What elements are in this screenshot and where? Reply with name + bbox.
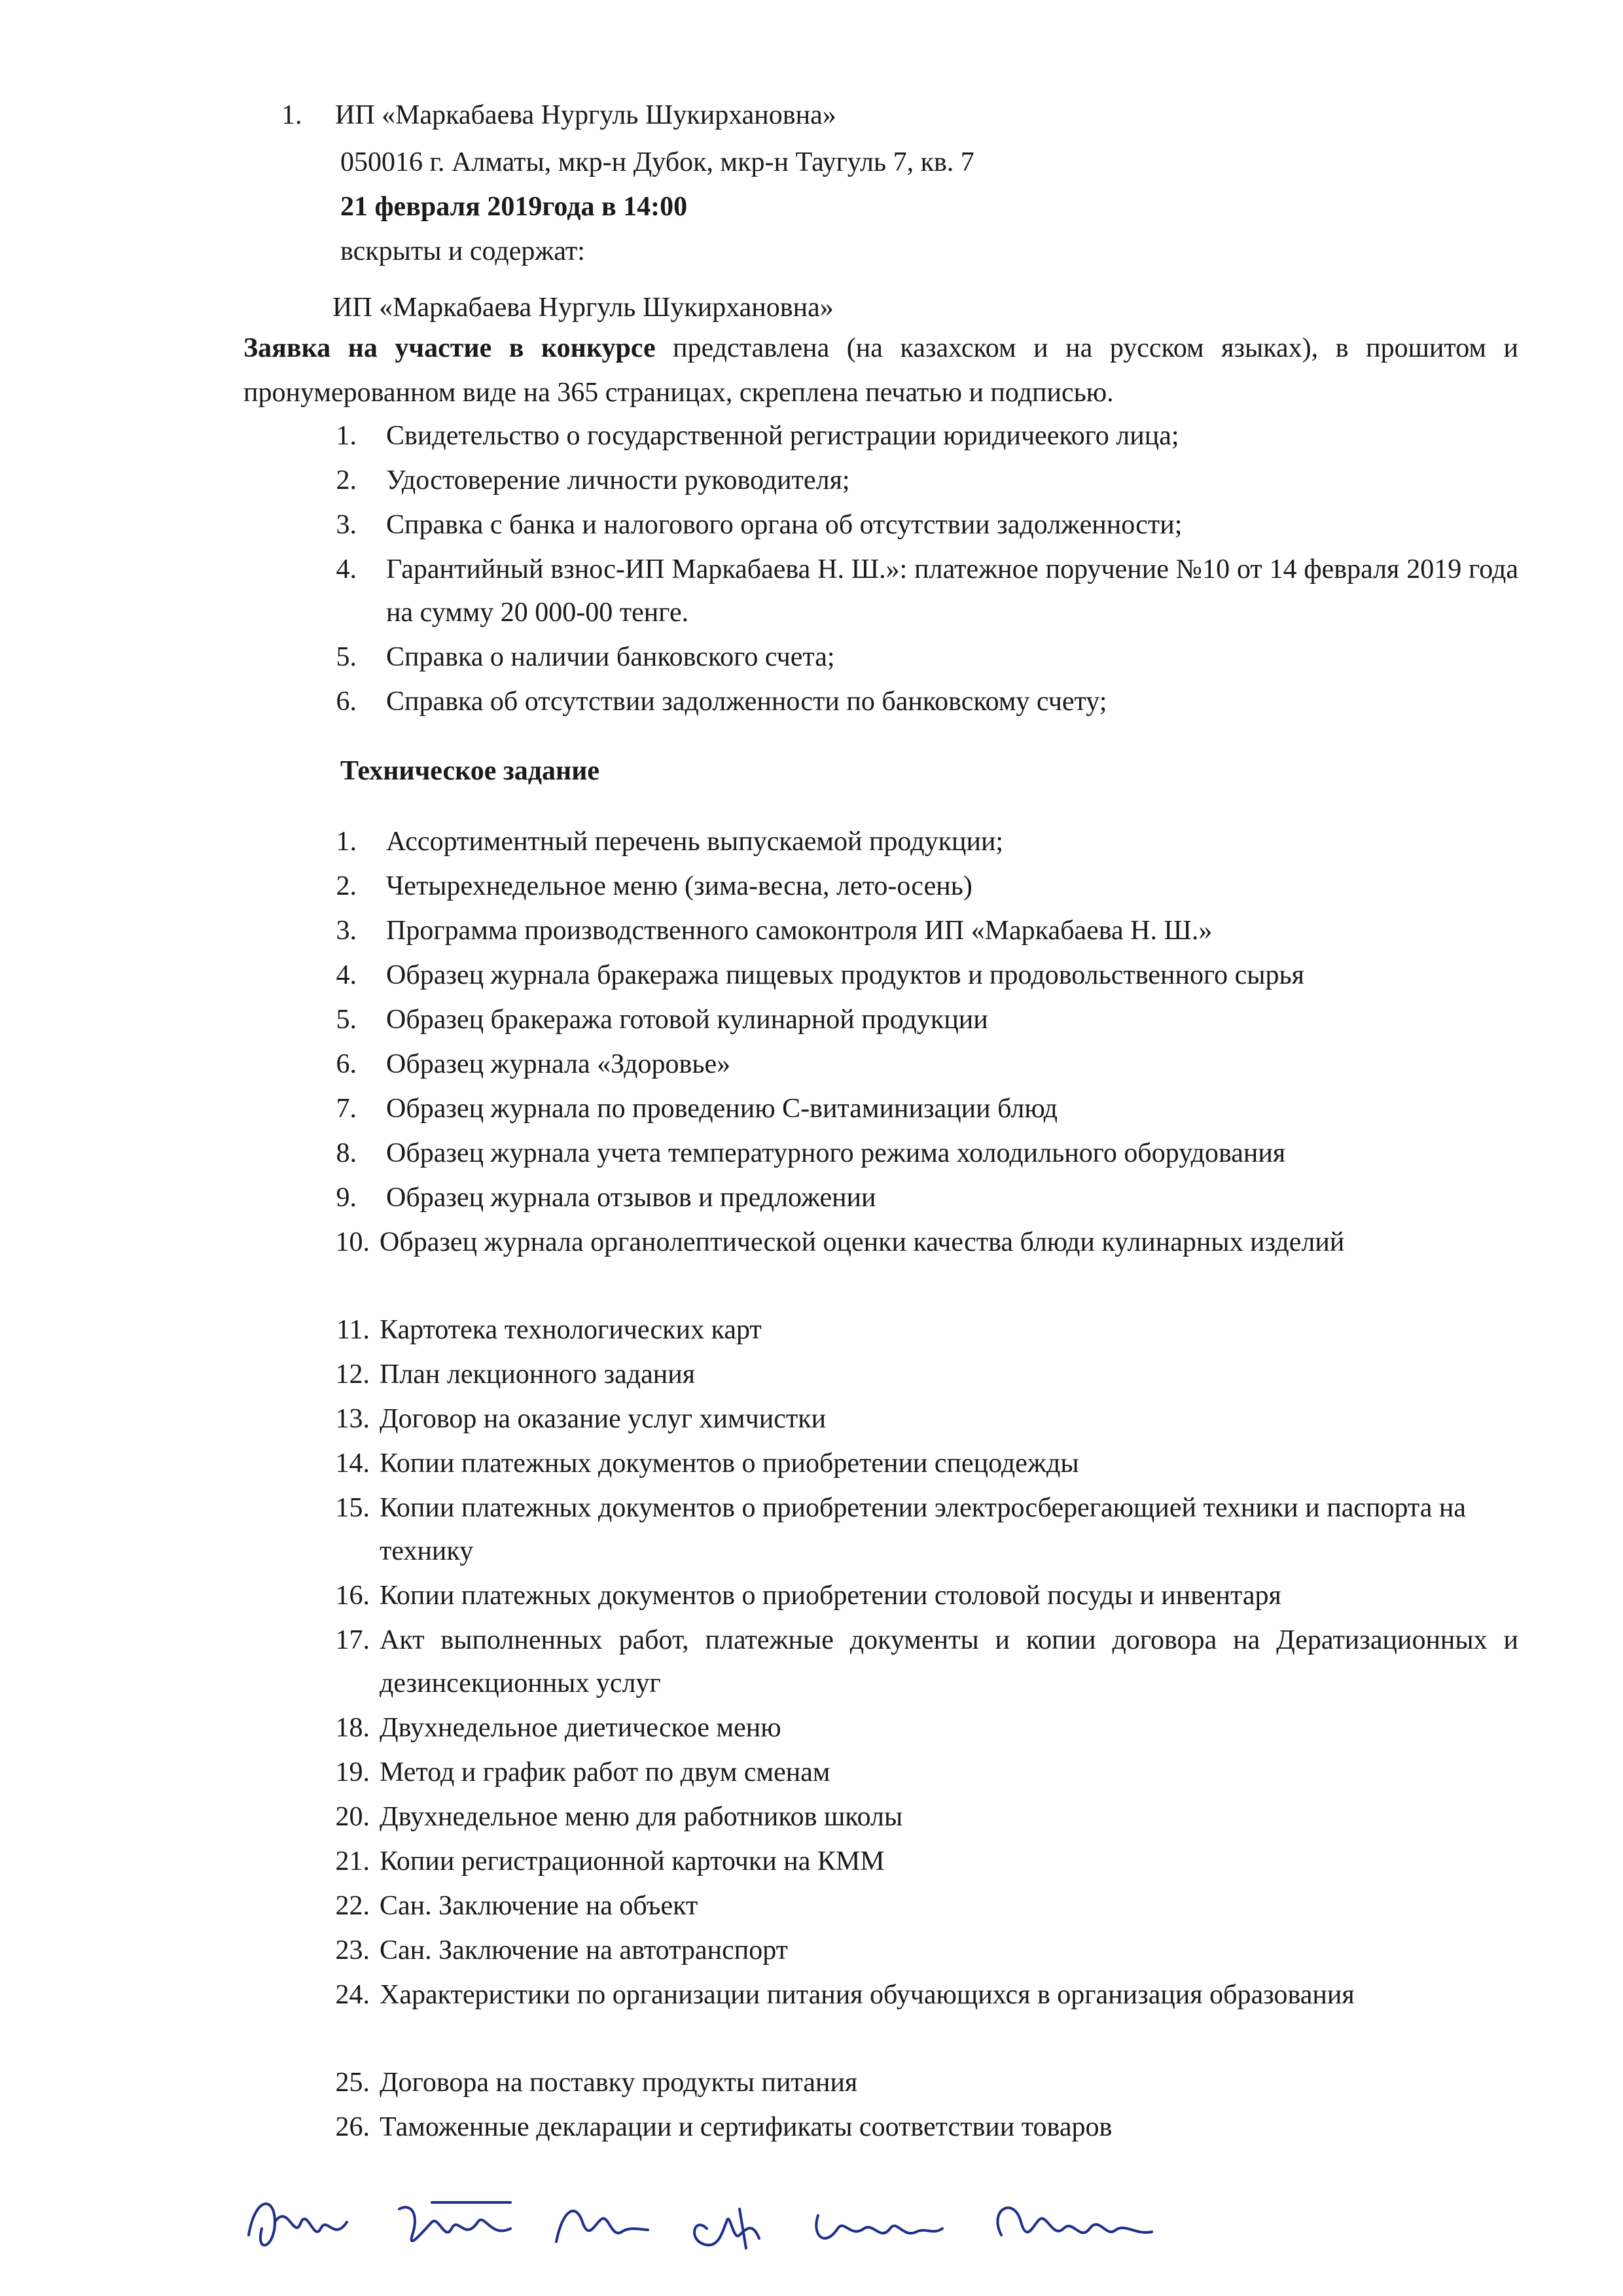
- signature-6: [997, 2208, 1152, 2235]
- tech-num: 16.: [335, 1581, 370, 1611]
- signature-1: [249, 2204, 347, 2245]
- tech-num: 24.: [335, 1980, 370, 2010]
- tech-item: Двухнедельное диетическое меню: [380, 1713, 781, 1743]
- tech-item: Программа производственного самоконтроля ИП «Маркабаева Н. Ш.»: [386, 916, 1213, 946]
- tech-item: Акт выполненных работ, платежные документы и копии договора на Дератизационных и дезинсекционных услуг: [380, 1625, 1518, 1698]
- tech-item: Образец журнала «Здоровье»: [386, 1049, 731, 1079]
- tech-num: 2.: [336, 871, 357, 901]
- doc-item: Справка об отсутствии задолженности по банковскому счету;: [386, 687, 1107, 717]
- tech-item: Образец журнала бракеража пищевых продуктов и продовольственного сырья: [386, 960, 1304, 990]
- tech-num: 22.: [335, 1891, 370, 1921]
- tech-item: Копии платежных документов о приобретении столовой посуды и инвентаря: [380, 1581, 1281, 1611]
- tech-item: Образец журнала по проведению С-витаминизации блюд: [386, 1094, 1058, 1124]
- tech-item: План лекционного задания: [380, 1359, 696, 1390]
- tech-num: 3.: [336, 916, 357, 946]
- tech-item: Ассортиментный перечень выпускаемой продукции;: [386, 827, 1004, 857]
- tech-num: 25.: [335, 2068, 370, 2098]
- header-datetime: 21 февраля 2019года в 14:00: [340, 192, 688, 222]
- tech-num: 20.: [335, 1802, 370, 1832]
- tech-num: 11.: [336, 1315, 370, 1345]
- doc-item: Справка с банка и налогового органа об отсутствии задолженности;: [386, 510, 1183, 540]
- tech-num: 13.: [335, 1404, 370, 1434]
- doc-num: 5.: [336, 642, 357, 672]
- tech-num: 4.: [336, 960, 357, 990]
- tech-item: Характеристики по организации питания обучающихся в организация образования: [380, 1980, 1355, 2010]
- signature-5: [816, 2215, 942, 2238]
- signature-2: [399, 2202, 510, 2241]
- tech-num: 5.: [336, 1005, 357, 1035]
- tech-num: 14.: [335, 1448, 370, 1479]
- doc-item: Свидетельство о государственной регистрации юридичеекого лица;: [386, 421, 1179, 451]
- tech-item: Метод и график работ по двум сменам: [380, 1757, 830, 1787]
- tech-item: Образец журнала отзывов и предложении: [386, 1183, 876, 1213]
- doc-num: 2.: [336, 465, 357, 495]
- tech-item: Образец журнала органолептической оценки качества блюди кулинарных изделий: [380, 1227, 1345, 1257]
- tech-num: 18.: [335, 1713, 370, 1743]
- tech-num: 26.: [335, 2112, 370, 2142]
- doc-item: Удостоверение личности руководителя;: [386, 465, 850, 495]
- header-address: 050016 г. Алматы, мкр-н Дубок, мкр-н Таугуль 7, кв. 7: [340, 147, 974, 177]
- header-opened: вскрыты и содержат:: [340, 236, 585, 266]
- tech-num: 12.: [335, 1359, 370, 1390]
- application-paragraph: [243, 326, 1518, 415]
- tech-num: 10.: [335, 1227, 370, 1257]
- tech-item: Копии регистрационной карточки на КММ: [380, 1846, 885, 1876]
- application-lead: Заявка на участие в конкурсе: [243, 333, 656, 363]
- signatures-row: [236, 2183, 1283, 2274]
- signature-4: [694, 2209, 759, 2248]
- tech-item: Сан. Заключение на автотранспорт: [380, 1935, 789, 1965]
- doc-num: 1.: [336, 421, 357, 451]
- tech-item: Картотека технологических карт: [380, 1315, 762, 1345]
- tech-num: 6.: [336, 1049, 357, 1079]
- tech-num: 15.: [335, 1493, 370, 1523]
- tech-num: 23.: [335, 1935, 370, 1965]
- header-name: ИП «Маркабаева Нургуль Шукирхановна»: [335, 100, 836, 130]
- tech-num: 19.: [335, 1757, 370, 1787]
- tech-num: 7.: [336, 1094, 357, 1124]
- tech-num: 8.: [336, 1138, 357, 1168]
- tech-num: 17.: [335, 1625, 370, 1655]
- tech-num: 9.: [336, 1183, 357, 1213]
- tech-num: 1.: [336, 827, 357, 857]
- application-text: представлена (на казахском и на русском языках), в прошитом и пронумерованном виде на 365 страницах, скреплена печатью и подписью.: [243, 333, 1518, 408]
- signature-3: [556, 2211, 648, 2242]
- tech-item: Таможенные декларации и сертификаты соответствии товаров: [380, 2112, 1113, 2142]
- doc-num: 3.: [336, 510, 357, 540]
- doc-item: Справка о наличии банковского счета;: [386, 642, 835, 672]
- header-number: 1.: [281, 100, 302, 130]
- tech-title: Техническое задание: [340, 756, 600, 786]
- tech-item: Образец бракеража готовой кулинарной продукции: [386, 1005, 988, 1035]
- tech-item: Четырехнедельное меню (зима-весна, лето-осень): [386, 871, 972, 901]
- doc-num: 6.: [336, 687, 357, 717]
- tech-item: Договора на поставку продукты питания: [380, 2068, 858, 2098]
- doc-num: 4.: [336, 554, 357, 584]
- doc-item: Гарантийный взнос-ИП Маркабаева Н. Ш.»: платежное поручение №10 от 14 февраля 2019 года на сумму 20 000-00 тенге.: [386, 554, 1518, 628]
- tech-item: Сан. Заключение на объект: [380, 1891, 698, 1921]
- tech-item: Договор на оказание услуг химчистки: [380, 1404, 827, 1434]
- tech-item: Двухнедельное меню для работников школы: [380, 1802, 903, 1832]
- company-line: ИП «Маркабаева Нургуль Шукирхановна»: [332, 293, 834, 323]
- tech-item: Образец журнала учета температурного режима холодильного оборудования: [386, 1138, 1286, 1168]
- tech-item: Копии платежных документов о приобретении электросберегающией техники и паспорта на технику: [380, 1493, 1467, 1566]
- tech-num: 21.: [335, 1846, 370, 1876]
- tech-item: Копии платежных документов о приобретении спецодежды: [380, 1448, 1079, 1479]
